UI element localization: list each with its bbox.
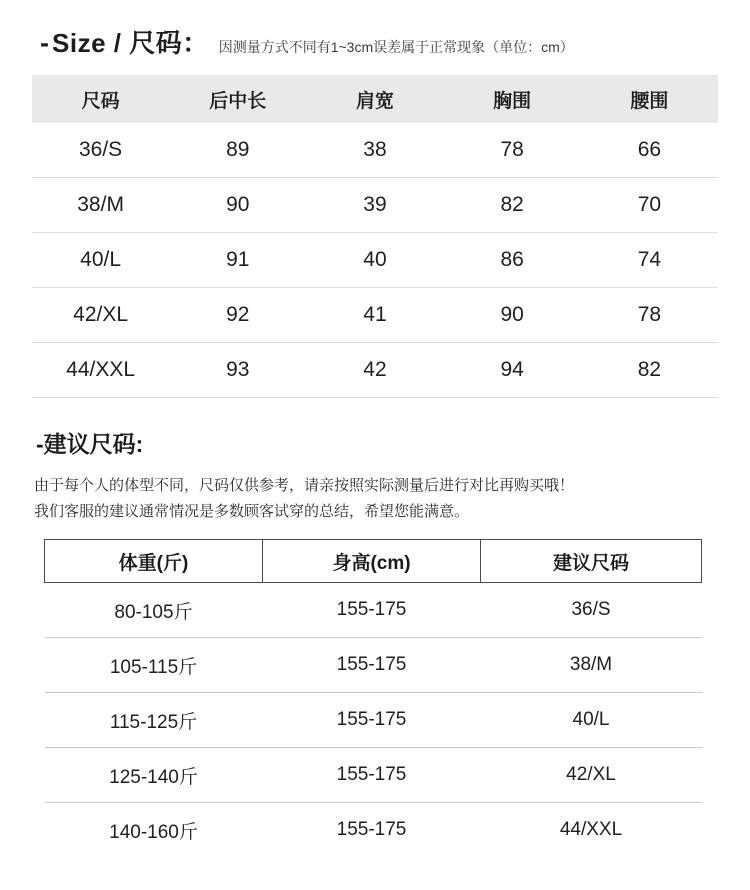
size-cell: 42/XL <box>32 288 169 343</box>
table-row <box>32 343 718 398</box>
size-cell: 38 <box>306 123 443 178</box>
size-table-header-cell: 腰围 <box>581 75 718 123</box>
size-cell: 82 <box>581 343 718 398</box>
recommend-table-header-row <box>45 540 702 583</box>
suggest-description <box>32 473 718 525</box>
recommend-cell: 155-175 <box>336 819 407 840</box>
recommend-cell: 80-105斤 <box>45 583 263 638</box>
size-table-header-cell: 后中长 <box>169 75 306 123</box>
size-cell: 66 <box>581 123 718 178</box>
size-cell: 36/S <box>32 123 169 178</box>
size-table-header-cell: 尺码 <box>32 75 169 123</box>
recommend-cell: 140-160斤 <box>109 821 198 843</box>
size-cell: 86 <box>444 233 581 288</box>
table-row <box>32 288 718 343</box>
table-row <box>45 748 702 803</box>
size-cell: 40 <box>306 233 443 288</box>
table-row <box>45 583 702 638</box>
size-cell: 90 <box>444 288 581 343</box>
table-row <box>45 693 702 748</box>
size-cell: 90 <box>169 178 306 233</box>
size-cell: 89 <box>169 123 306 178</box>
recommend-cell: 44/XXL <box>559 819 623 840</box>
size-cell: 82 <box>444 178 581 233</box>
size-table-header-cell: 胸围 <box>444 75 581 123</box>
recommend-table-header-cell: 建议尺码 <box>481 540 702 583</box>
recommend-cell: 115-125斤 <box>45 693 263 748</box>
table-row <box>45 638 702 693</box>
size-cell: 92 <box>169 288 306 343</box>
size-cell: 39 <box>306 178 443 233</box>
recommend-cell: 125-140斤 <box>45 748 263 803</box>
recommend-cell: 155-175 <box>263 693 481 748</box>
recommend-cell: 42/XL <box>481 748 702 803</box>
size-table-header-cell: 肩宽 <box>306 75 443 123</box>
size-cell: 70 <box>581 178 718 233</box>
page-title: Size / 尺码： <box>52 28 209 58</box>
size-cell: 40/L <box>32 233 169 288</box>
recommend-cell: 155-175 <box>263 583 481 638</box>
size-cell: 42 <box>306 343 443 398</box>
size-cell: 74 <box>581 233 718 288</box>
suggest-description-line: 由于每个人的体型不同，尺码仅供参考，请亲按照实际测量后进行对比再购买哦！ <box>34 477 575 494</box>
size-section-header <box>32 0 718 57</box>
recommend-table <box>44 539 702 857</box>
measurement-note: 因测量方式不同有1~3cm误差属于正常现象（单位：cm） <box>218 39 574 55</box>
suggest-description-line: 我们客服的建议通常情况是多数顾客试穿的总结，希望您能满意。 <box>34 503 470 520</box>
recommend-cell: 36/S <box>481 583 702 638</box>
recommend-cell: 40/L <box>481 693 702 748</box>
table-row <box>32 178 718 233</box>
size-cell: 93 <box>169 343 306 398</box>
recommend-cell: 105-115斤 <box>45 638 263 693</box>
size-cell: 91 <box>169 233 306 288</box>
size-cell: 94 <box>444 343 581 398</box>
recommend-table-header-cell: 体重(斤) <box>45 540 263 583</box>
size-cell: 44/XXL <box>32 343 169 398</box>
size-cell: 41 <box>306 288 443 343</box>
table-row <box>32 123 718 178</box>
size-header-dash: - <box>40 28 49 58</box>
recommend-table-header-cell: 身高(cm) <box>263 540 481 583</box>
size-cell: 78 <box>444 123 581 178</box>
suggest-section-title: -建议尺码: <box>36 431 144 457</box>
recommend-cell: 38/M <box>481 638 702 693</box>
size-cell: 38/M <box>32 178 169 233</box>
recommend-cell: 155-175 <box>263 638 481 693</box>
table-row <box>45 803 702 858</box>
size-cell: 78 <box>581 288 718 343</box>
size-table <box>32 75 718 398</box>
recommend-cell: 155-175 <box>263 748 481 803</box>
size-table-header-row <box>32 75 718 123</box>
table-row <box>32 233 718 288</box>
